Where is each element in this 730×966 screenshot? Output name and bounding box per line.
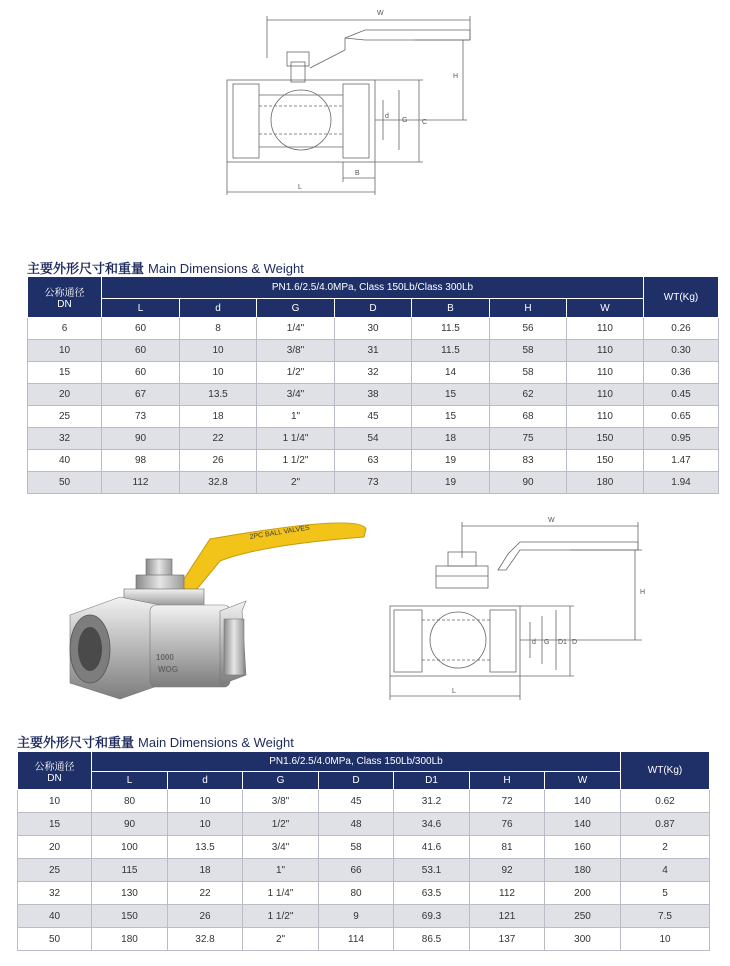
table-row <box>18 859 710 882</box>
table2-col-l: L <box>92 772 168 790</box>
table2-wt-header: WT(Kg) <box>621 752 710 790</box>
value-cell: 34.6 <box>394 813 470 836</box>
table-row <box>28 406 719 428</box>
value-cell: 13.5 <box>180 384 257 406</box>
value-cell: 45 <box>319 790 394 813</box>
table-row <box>28 318 719 340</box>
ball-valve-photo <box>60 515 370 705</box>
value-cell: 31 <box>335 340 412 362</box>
value-cell: 10 <box>168 813 243 836</box>
table-row <box>18 836 710 859</box>
value-cell: 19 <box>412 450 490 472</box>
table2-col-d-small: d <box>168 772 243 790</box>
value-cell: 110 <box>567 340 644 362</box>
value-cell: 60 <box>102 362 180 384</box>
value-cell: 1" <box>257 406 335 428</box>
value-cell: 18 <box>180 406 257 428</box>
value-cell: 130 <box>92 882 168 905</box>
table1-col-l: L <box>102 299 180 318</box>
value-cell: 2" <box>243 928 319 951</box>
value-cell: 300 <box>545 928 621 951</box>
value-cell: 110 <box>567 406 644 428</box>
value-cell: 90 <box>102 428 180 450</box>
value-cell: 98 <box>102 450 180 472</box>
value-cell: 180 <box>92 928 168 951</box>
dn-cell: 50 <box>28 472 102 494</box>
value-cell: 62 <box>490 384 567 406</box>
value-cell: 58 <box>490 362 567 384</box>
table2-col-g: G <box>243 772 319 790</box>
table1-title-en: Main Dimensions & Weight <box>148 261 304 276</box>
value-cell: 140 <box>545 790 621 813</box>
value-cell: 60 <box>102 318 180 340</box>
value-cell: 18 <box>168 859 243 882</box>
value-cell: 140 <box>545 813 621 836</box>
table-row <box>18 790 710 813</box>
value-cell: 2" <box>257 472 335 494</box>
side-dim-label-l: L <box>452 688 456 695</box>
body-mark-1: 1000 <box>156 653 174 662</box>
table1-col-g: G <box>257 299 335 318</box>
value-cell: 180 <box>545 859 621 882</box>
dn-cell: 40 <box>28 450 102 472</box>
value-cell: 150 <box>92 905 168 928</box>
table1 <box>27 276 719 494</box>
value-cell: 31.2 <box>394 790 470 813</box>
dn-cell: 40 <box>18 905 92 928</box>
weight-cell: 4 <box>621 859 710 882</box>
side-dim-label-h: H <box>640 589 646 596</box>
dn-cell: 20 <box>18 836 92 859</box>
table1-pressure-header: PN1.6/2.5/4.0MPa, Class 150Lb/Class 300Lb <box>102 277 644 299</box>
value-cell: 121 <box>470 905 545 928</box>
value-cell: 26 <box>168 905 243 928</box>
dn-cell: 15 <box>28 362 102 384</box>
value-cell: 1 1/2" <box>257 450 335 472</box>
value-cell: 72 <box>470 790 545 813</box>
dn-cell: 10 <box>28 340 102 362</box>
table-row <box>28 362 719 384</box>
table1-body <box>28 318 719 494</box>
weight-cell: 0.95 <box>644 428 719 450</box>
value-cell: 3/4" <box>243 836 319 859</box>
table-row <box>28 428 719 450</box>
value-cell: 58 <box>490 340 567 362</box>
table-row <box>18 813 710 836</box>
weight-cell: 0.45 <box>644 384 719 406</box>
table2-title-en: Main Dimensions & Weight <box>138 735 294 750</box>
table1-col-d: D <box>335 299 412 318</box>
value-cell: 73 <box>335 472 412 494</box>
dim-label-w: W <box>377 10 384 17</box>
table2-pressure-header: PN1.6/2.5/4.0MPa, Class 150Lb/300Lb <box>92 752 621 772</box>
table2-col-d1: D1 <box>394 772 470 790</box>
value-cell: 14 <box>412 362 490 384</box>
table2-dn-header: 公称通径 DN <box>18 752 92 790</box>
table2-col-d: D <box>319 772 394 790</box>
dn-cell: 32 <box>18 882 92 905</box>
table2-title-cn: 主要外形尺寸和重量 <box>17 735 135 750</box>
dn-cell: 25 <box>18 859 92 882</box>
table-row <box>18 928 710 951</box>
weight-cell: 0.87 <box>621 813 710 836</box>
weight-cell: 0.65 <box>644 406 719 428</box>
value-cell: 150 <box>567 428 644 450</box>
dn-cell: 6 <box>28 318 102 340</box>
table1-column-headers <box>28 299 719 318</box>
table1-col-d-small: d <box>180 299 257 318</box>
handle-text: 2PC BALL VALVES <box>249 524 311 541</box>
weight-cell: 7.5 <box>621 905 710 928</box>
value-cell: 1/2" <box>243 813 319 836</box>
table2-title <box>17 732 294 751</box>
value-cell: 22 <box>180 428 257 450</box>
table-row <box>28 450 719 472</box>
value-cell: 10 <box>180 340 257 362</box>
dim-label-d: d <box>385 113 389 120</box>
value-cell: 114 <box>319 928 394 951</box>
value-cell: 92 <box>470 859 545 882</box>
value-cell: 30 <box>335 318 412 340</box>
table1-title <box>27 258 304 277</box>
value-cell: 160 <box>545 836 621 859</box>
value-cell: 13.5 <box>168 836 243 859</box>
value-cell: 76 <box>470 813 545 836</box>
value-cell: 54 <box>335 428 412 450</box>
dim-label-l: L <box>298 184 302 191</box>
value-cell: 110 <box>567 384 644 406</box>
table-row <box>28 384 719 406</box>
value-cell: 1" <box>243 859 319 882</box>
weight-cell: 0.36 <box>644 362 719 384</box>
value-cell: 10 <box>168 790 243 813</box>
value-cell: 1/4" <box>257 318 335 340</box>
value-cell: 75 <box>490 428 567 450</box>
top-valve-drawing <box>205 0 480 200</box>
weight-cell: 0.62 <box>621 790 710 813</box>
table1-dn-header: 公称通径 DN <box>28 277 102 318</box>
dn-cell: 50 <box>18 928 92 951</box>
table1-title-cn: 主要外形尺寸和重量 <box>27 261 145 276</box>
table-row <box>18 905 710 928</box>
value-cell: 86.5 <box>394 928 470 951</box>
value-cell: 41.6 <box>394 836 470 859</box>
value-cell: 11.5 <box>412 318 490 340</box>
value-cell: 32 <box>335 362 412 384</box>
value-cell: 1 1/4" <box>257 428 335 450</box>
value-cell: 9 <box>319 905 394 928</box>
value-cell: 73 <box>102 406 180 428</box>
dn-cell: 20 <box>28 384 102 406</box>
value-cell: 180 <box>567 472 644 494</box>
value-cell: 110 <box>567 362 644 384</box>
value-cell: 110 <box>567 318 644 340</box>
table2-col-h: H <box>470 772 545 790</box>
value-cell: 38 <box>335 384 412 406</box>
table-row <box>28 472 719 494</box>
table2-column-headers <box>18 772 710 790</box>
value-cell: 1 1/4" <box>243 882 319 905</box>
value-cell: 81 <box>470 836 545 859</box>
table1-col-h: H <box>490 299 567 318</box>
value-cell: 80 <box>319 882 394 905</box>
value-cell: 56 <box>490 318 567 340</box>
table1-wt-header: WT(Kg) <box>644 277 719 318</box>
value-cell: 53.1 <box>394 859 470 882</box>
value-cell: 10 <box>180 362 257 384</box>
value-cell: 15 <box>412 406 490 428</box>
weight-cell: 2 <box>621 836 710 859</box>
table1-col-w: W <box>567 299 644 318</box>
value-cell: 63.5 <box>394 882 470 905</box>
value-cell: 90 <box>490 472 567 494</box>
value-cell: 45 <box>335 406 412 428</box>
dn-cell: 25 <box>28 406 102 428</box>
side-dim-label-d1: D1 <box>558 639 567 646</box>
value-cell: 32.8 <box>180 472 257 494</box>
weight-cell: 0.30 <box>644 340 719 362</box>
table-row <box>18 882 710 905</box>
value-cell: 18 <box>412 428 490 450</box>
body-mark-2: WOG <box>158 665 178 674</box>
weight-cell: 0.26 <box>644 318 719 340</box>
value-cell: 137 <box>470 928 545 951</box>
value-cell: 32.8 <box>168 928 243 951</box>
value-cell: 3/8" <box>257 340 335 362</box>
value-cell: 3/8" <box>243 790 319 813</box>
side-dim-label-w: W <box>548 517 555 524</box>
value-cell: 60 <box>102 340 180 362</box>
value-cell: 8 <box>180 318 257 340</box>
weight-cell: 10 <box>621 928 710 951</box>
weight-cell: 5 <box>621 882 710 905</box>
value-cell: 66 <box>319 859 394 882</box>
value-cell: 58 <box>319 836 394 859</box>
weight-cell: 1.47 <box>644 450 719 472</box>
value-cell: 3/4" <box>257 384 335 406</box>
value-cell: 200 <box>545 882 621 905</box>
side-dim-label-d: d <box>532 639 536 646</box>
value-cell: 22 <box>168 882 243 905</box>
dim-label-g: G <box>402 117 408 124</box>
value-cell: 26 <box>180 450 257 472</box>
value-cell: 83 <box>490 450 567 472</box>
side-dim-label-dd: D <box>572 639 578 646</box>
dn-cell: 32 <box>28 428 102 450</box>
value-cell: 112 <box>102 472 180 494</box>
table2-body <box>18 790 710 951</box>
value-cell: 68 <box>490 406 567 428</box>
table1-col-b: B <box>412 299 490 318</box>
value-cell: 19 <box>412 472 490 494</box>
value-cell: 80 <box>92 790 168 813</box>
value-cell: 67 <box>102 384 180 406</box>
side-valve-drawing <box>380 510 665 705</box>
value-cell: 100 <box>92 836 168 859</box>
value-cell: 150 <box>567 450 644 472</box>
dn-cell: 10 <box>18 790 92 813</box>
value-cell: 90 <box>92 813 168 836</box>
value-cell: 115 <box>92 859 168 882</box>
value-cell: 11.5 <box>412 340 490 362</box>
dim-label-b: B <box>355 170 360 177</box>
dim-label-c: C <box>422 119 428 126</box>
table2-col-w: W <box>545 772 621 790</box>
value-cell: 69.3 <box>394 905 470 928</box>
value-cell: 63 <box>335 450 412 472</box>
table-row <box>28 340 719 362</box>
value-cell: 1 1/2" <box>243 905 319 928</box>
value-cell: 1/2" <box>257 362 335 384</box>
dn-cell: 15 <box>18 813 92 836</box>
side-dim-label-g: G <box>544 639 550 646</box>
value-cell: 15 <box>412 384 490 406</box>
dim-label-h: H <box>453 73 459 80</box>
weight-cell: 1.94 <box>644 472 719 494</box>
table2 <box>17 751 710 951</box>
value-cell: 250 <box>545 905 621 928</box>
value-cell: 112 <box>470 882 545 905</box>
value-cell: 48 <box>319 813 394 836</box>
